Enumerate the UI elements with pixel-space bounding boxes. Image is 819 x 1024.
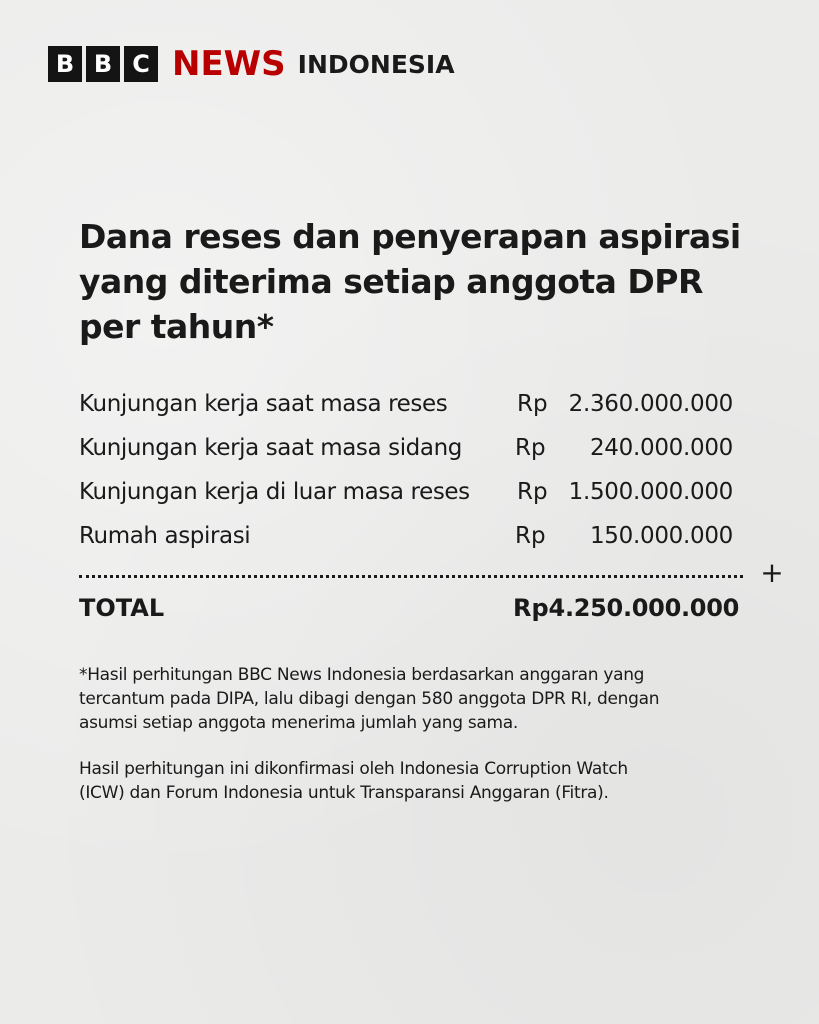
sum-divider bbox=[79, 575, 743, 578]
bbc-letter-c: C bbox=[124, 46, 158, 82]
bbc-letter-b1: B bbox=[48, 46, 82, 82]
total-row bbox=[79, 588, 739, 628]
footnote-line: tercantum pada DIPA, lalu dibagi dengan 580 anggota DPR RI, dengan bbox=[79, 689, 660, 709]
budget-row bbox=[79, 514, 739, 558]
budget-row bbox=[79, 382, 739, 426]
row-currency: Rp bbox=[517, 479, 548, 505]
footnote-line: *Hasil perhitungan BBC News Indonesia berdasarkan anggaran yang bbox=[79, 665, 645, 685]
row-label: Kunjungan kerja di luar masa reses bbox=[79, 479, 470, 505]
title-line: Dana reses dan penyerapan aspirasi bbox=[79, 217, 741, 256]
bbc-letter-b2: B bbox=[86, 46, 120, 82]
footnote-line: asumsi setiap anggota menerima jumlah yang sama. bbox=[79, 713, 518, 733]
budget-row bbox=[79, 470, 739, 514]
budget-table bbox=[79, 382, 739, 558]
row-label: Kunjungan kerja saat masa sidang bbox=[79, 435, 462, 461]
footnote-methodology bbox=[79, 663, 759, 735]
footnote-line: Hasil perhitungan ini dikonfirmasi oleh Indonesia Corruption Watch bbox=[79, 759, 628, 779]
news-wordmark: NEWS bbox=[172, 44, 286, 84]
footnote-confirmation bbox=[79, 757, 759, 805]
total-amount: 4.250.000.000 bbox=[548, 594, 739, 622]
total-currency: Rp bbox=[513, 594, 549, 622]
row-amount: 2.360.000.000 bbox=[568, 391, 733, 417]
bbc-news-indonesia-logo bbox=[48, 46, 455, 82]
row-amount: 1.500.000.000 bbox=[568, 479, 733, 505]
page-title bbox=[79, 214, 759, 349]
row-currency: Rp bbox=[515, 435, 546, 461]
total-label: TOTAL bbox=[79, 594, 165, 622]
row-label: Kunjungan kerja saat masa reses bbox=[79, 391, 448, 417]
row-amount: 150.000.000 bbox=[589, 523, 733, 549]
row-currency: Rp bbox=[517, 391, 548, 417]
row-label: Rumah aspirasi bbox=[79, 523, 251, 549]
budget-row bbox=[79, 426, 739, 470]
title-line: yang diterima setiap anggota DPR bbox=[79, 262, 703, 301]
plus-icon: + bbox=[760, 556, 784, 589]
row-currency: Rp bbox=[515, 523, 546, 549]
indonesia-wordmark: INDONESIA bbox=[297, 49, 455, 79]
title-line: per tahun* bbox=[79, 307, 274, 346]
row-amount: 240.000.000 bbox=[589, 435, 733, 461]
footnote-line: (ICW) dan Forum Indonesia untuk Transparansi Anggaran (Fitra). bbox=[79, 783, 609, 803]
